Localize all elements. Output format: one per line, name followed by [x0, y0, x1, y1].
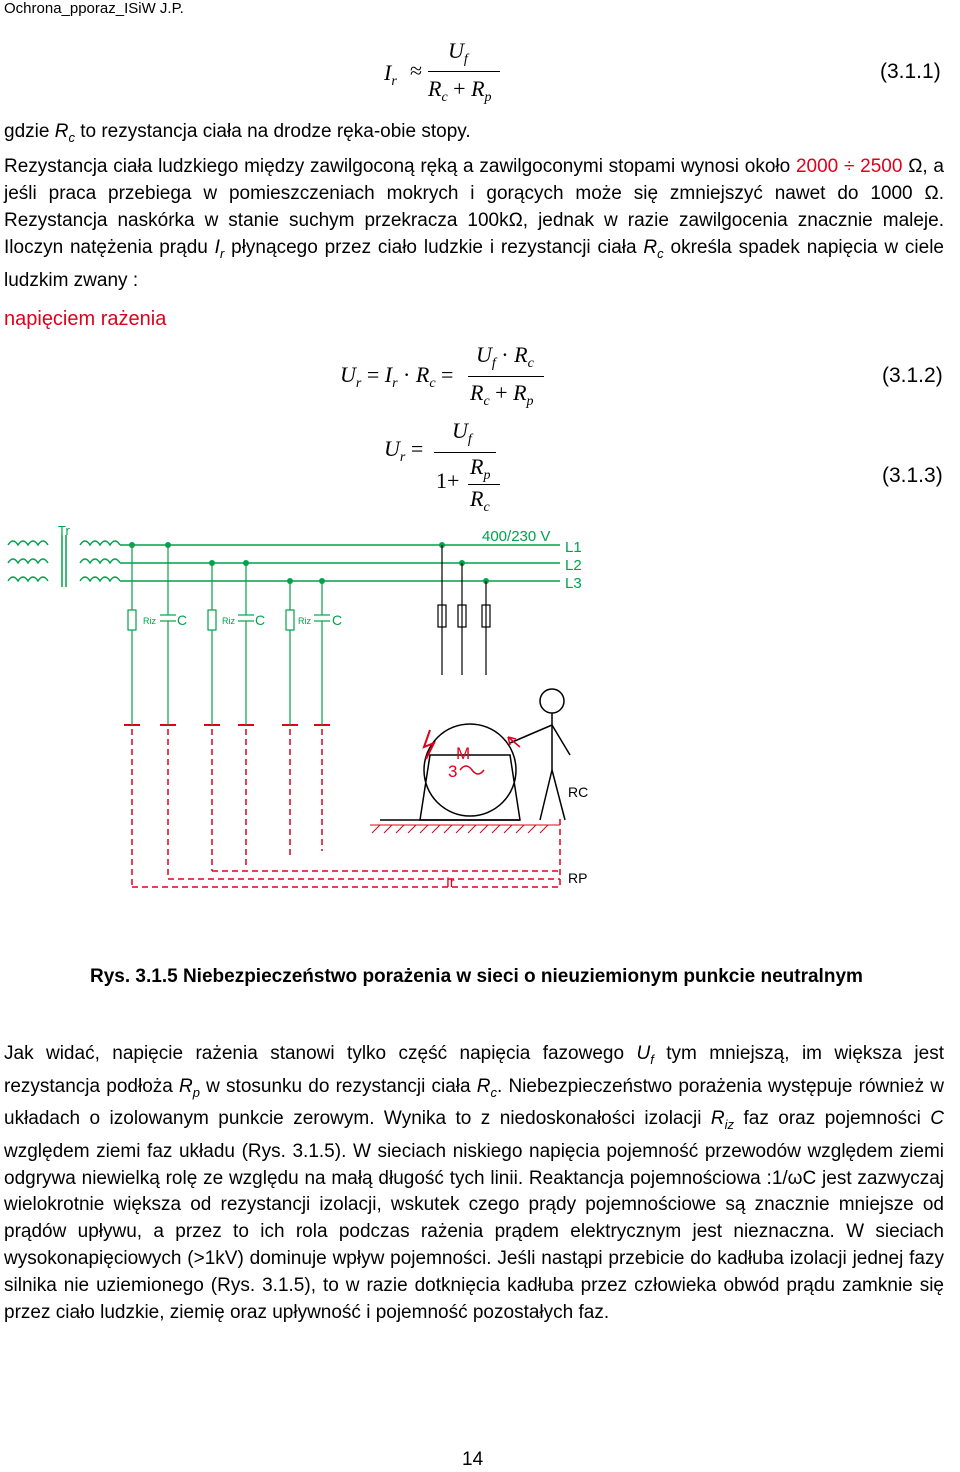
term-touch-voltage: napięciem rażenia	[4, 308, 167, 330]
eq3-label: (3.1.3)	[882, 464, 943, 487]
riz-label-1: Riz	[143, 616, 156, 626]
ground-leads	[132, 695, 322, 725]
circuit-diagram	[0, 515, 960, 955]
riz-label-3: Riz	[298, 616, 311, 626]
eq3-left: $U_r$ =	[384, 436, 424, 465]
eq3-one-plus: 1+	[436, 468, 460, 493]
where-line: gdzie $R_c$ to rezystancja ciała na drodze ręka-obie stopy.	[4, 121, 471, 145]
eq3-numerator: $U_f$	[452, 418, 472, 447]
eq3-fraction-bar	[434, 452, 496, 453]
eq2-label: (3.1.2)	[882, 364, 943, 387]
eq3-inner-denominator: $R_c$	[470, 486, 490, 515]
eq1-numerator: $U_f$	[448, 38, 468, 67]
transformer-icon	[8, 535, 120, 587]
eq3-inner-fraction-bar	[468, 484, 500, 485]
phase-label-l3: L3	[565, 575, 582, 592]
rp-label: RP	[568, 870, 588, 886]
eq2-denominator: $R_c + R_p$	[470, 380, 534, 409]
c-label-2: C	[255, 612, 266, 628]
ac-wave-icon	[460, 766, 484, 774]
voltage-label: 400/230 V	[482, 528, 551, 545]
ir-label: Ir	[446, 874, 455, 890]
eq1-label: (3.1.1)	[880, 60, 941, 83]
eq2-fraction-bar	[468, 376, 544, 377]
riz-label-2: Riz	[222, 616, 235, 626]
page-number: 14	[462, 1449, 484, 1470]
c-label-1: C	[177, 612, 188, 628]
eq2-numerator: $U_f \cdot R_c$	[476, 342, 534, 371]
motor-phase-label: 3	[448, 762, 458, 781]
c-label-3: C	[332, 612, 343, 628]
phase-lines	[120, 545, 560, 581]
eq2-left: $U_r = I_r \cdot R_c$ =	[340, 362, 454, 391]
person-icon	[510, 689, 570, 820]
figure-caption: Rys. 3.1.5 Niebezpieczeństwo porażenia w sieci o nieuziemionym punkcie neutralnym	[90, 966, 863, 987]
motor-label: M	[456, 744, 471, 763]
document-header: Ochrona_pporaz_ISiW J.P.	[4, 0, 184, 17]
paragraph-explanation: Jak widać, napięcie rażenia stanowi tylko część napięcia fazowego $U_f$ tym mniejszą, im większa jest rezystancja podłoża $R_p$ w stosunku do rezystancji ciała $R_c$. Niebezpieczeństwo porażenia występuje również w układach o izolowanym punkcie zerowym. Wynika to z niedoskonałości izolacji $R_{iz}$ faz oraz pojemności C względem ziemi faz układu (Rys. 3.1.5). W sieciach niskiego napięcia pojemność przewodów względem ziemi odgrywa niewielką rolę ze względu na małą długość tych linii. Reaktancja pojemnościowa :1/ωC jest zazwyczaj wielokrotnie większa od rezystancji izolacji, wskutek czego prądy pojemnościowe są znacznie mniejsze od prądów upływu, a przez to ich rola podczas rażenia prądem elektrycznym jest nieznaczna. W sieciach wysokonapięciowych (>1kV) dominuje wpływ pojemności. Jeśli nastąpi przebicie do kadłuba izolacji jednej fazy silnika nie uziemionego (Rys. 3.1.5), to w razie dotknięcia kadłuba przez człowieka obwód prądu zamknie się przez ciało ludzkie, ziemię oraz upływność i pojemność pozostałych faz.	[4, 1043, 944, 1323]
eq1-approx: ≈	[410, 58, 423, 83]
eq3-inner-numerator: $R_p$	[470, 454, 491, 483]
eq1-denominator: $R_c + R_p$	[428, 76, 492, 105]
eq1-lhs: $I_r$	[384, 60, 397, 89]
rc-label: RC	[568, 784, 589, 800]
phase-label-l2: L2	[565, 557, 582, 574]
ground-hatch	[370, 825, 560, 833]
paragraph-body-resistance: Rezystancja ciała ludzkiego między zawilgoconą ręką a zawilgoconymi stopami wynosi około 2000 ÷ 2500 Ω, a jeśli praca przebiega w pomieszczeniach mokrych i gorących może się zmniejszyć nawet do 1000 Ω. Rezystancja naskórka w stanie suchym przekracza 100kΩ, jednak w razie zawilgocenia znacznie maleje. Iloczyn natężenia prądu $I_r$ płynącego przez ciało ludzkie i rezystancji ciała $R_c$ określa spadek napięcia w ciele ludzkim zwany :	[4, 156, 944, 291]
transformer-label: Tr	[58, 523, 70, 538]
phase-label-l1: L1	[565, 539, 582, 556]
eq1-fraction-bar	[428, 71, 500, 72]
